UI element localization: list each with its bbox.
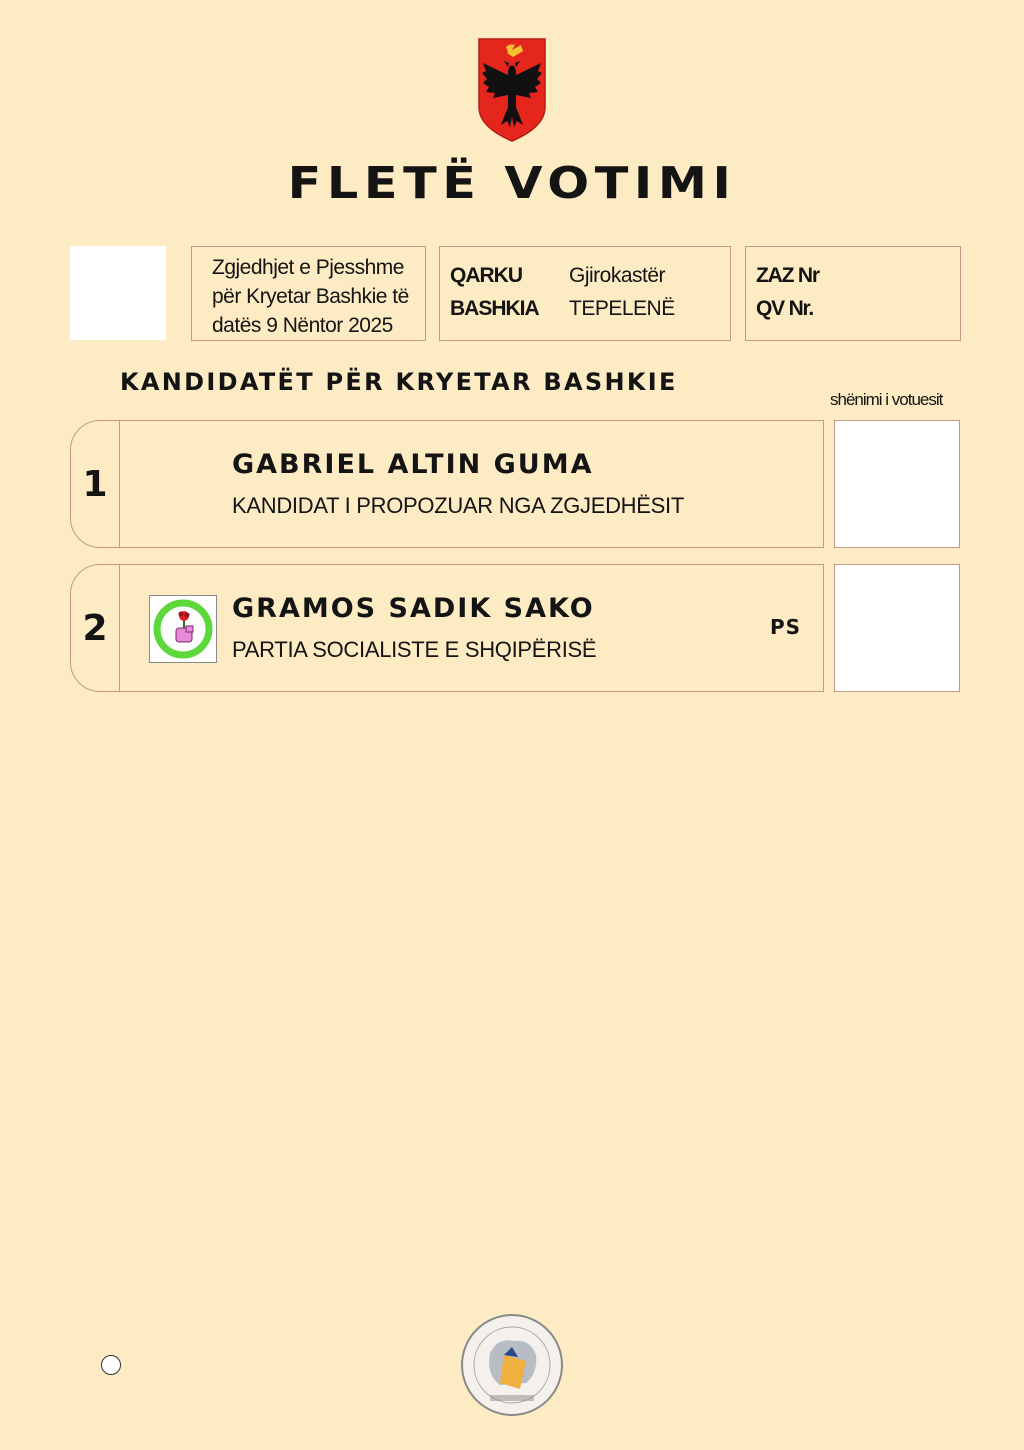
punch-hole <box>101 1355 121 1375</box>
candidate-number: 2 <box>71 565 120 691</box>
stamp-area <box>70 246 166 340</box>
candidate-name: GABRIEL ALTIN GUMA <box>232 449 594 480</box>
region-info-box <box>439 246 731 341</box>
ballot-title: FLETË VOTIMI <box>287 158 737 209</box>
candidate-row-2 <box>70 564 824 692</box>
candidate-description: PARTIA SOCIALISTE E SHQIPËRISË <box>232 637 597 662</box>
kqz-seal-icon <box>460 1313 564 1417</box>
election-line-2: për Kryetar Bashkie të <box>212 285 409 308</box>
party-abbreviation: PS <box>769 615 801 639</box>
candidate-number: 1 <box>71 421 120 547</box>
qarku-label: QARKU <box>450 264 522 287</box>
candidate-name: GRAMOS SADIK SAKO <box>232 593 595 624</box>
section-title: KANDIDATËT PËR KRYETAR BASHKIE <box>120 368 678 396</box>
election-line-3: datës 9 Nëntor 2025 <box>212 314 393 337</box>
bashkia-label: BASHKIA <box>450 297 539 320</box>
vote-box-2[interactable] <box>834 564 960 692</box>
albania-coat-of-arms-icon <box>477 37 547 143</box>
candidate-description: KANDIDAT I PROPOZUAR NGA ZGJEDHËSIT <box>232 493 684 518</box>
voter-note-header: shënimi i votuesit <box>830 390 943 409</box>
ps-rose-fist-logo <box>149 595 217 663</box>
qarku-value: Gjirokastër <box>569 264 666 287</box>
zaz-label: ZAZ Nr <box>756 264 819 287</box>
election-line-1: Zgjedhjet e Pjesshme <box>212 256 404 279</box>
election-info-box <box>191 246 426 341</box>
candidate-row-1 <box>70 420 824 548</box>
codes-box <box>745 246 961 341</box>
qv-label: QV Nr. <box>756 297 813 320</box>
vote-box-1[interactable] <box>834 420 960 548</box>
bashkia-value: TEPELENË <box>569 297 675 320</box>
